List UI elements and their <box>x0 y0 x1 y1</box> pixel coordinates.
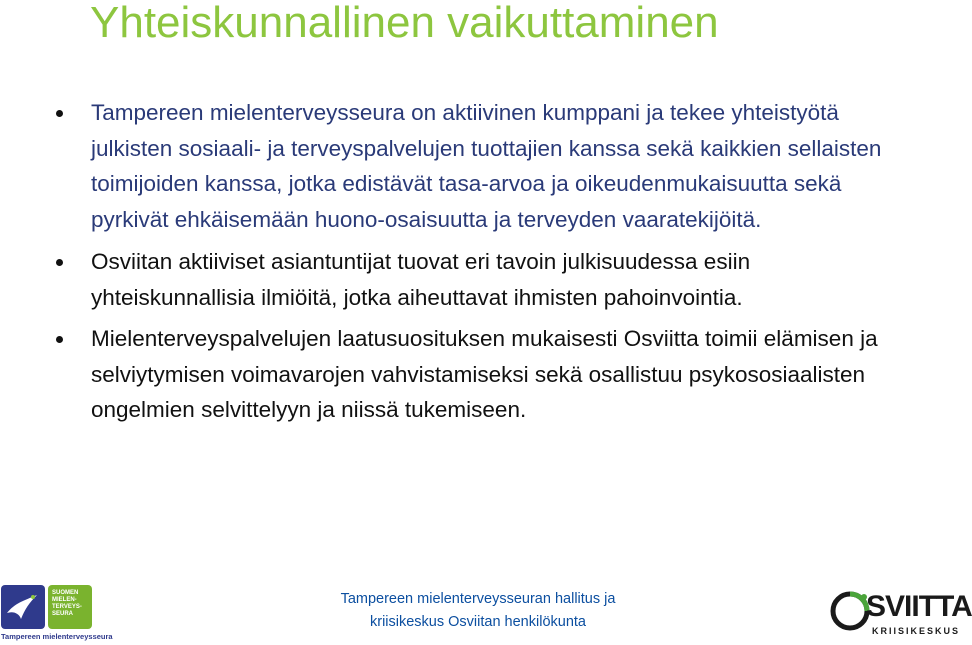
slide-title: Yhteiskunnallinen vaikuttaminen <box>90 0 719 47</box>
bullet-list <box>56 95 916 428</box>
bullet-item <box>56 321 916 428</box>
bullet-text: Mielenterveyspalvelujen laatusuosituksen mukaisesti Osviitta toimii elämisen ja selviytymisen voimavarojen vahvistamiseksi sekä osallistuu psykososiaalisten ongelmien selvittelyyn ja niissä tukemiseen. <box>91 326 878 422</box>
bullet-dot-icon <box>56 110 63 117</box>
badge-text: SUOMEN MIELEN- TERVEYS- SEURA <box>52 590 82 617</box>
logo-caption: Tampereen mielenterveysseura <box>1 632 113 641</box>
bullet-dot-icon <box>56 259 63 266</box>
mielenterveysseura-logo <box>0 585 113 643</box>
bullet-text: Tampereen mielenterveysseura on aktiivinen kumppani ja tekee yhteistyötä julkisten sosiaali- ja terveyspalvelujen tuottajien kanssa sekä kaikkien sellaisten toimijoiden kanssa, jotka edistävät tasa-arvoa ja oikeudenmukaisuutta sekä pyrkivät ehkäisemään huono-osaisuutta ja terveyden vaaratekijöitä. <box>91 100 882 232</box>
osviitta-name: SVIITTA <box>866 590 972 623</box>
footer-line-2: kriisikeskus Osviitan henkilökunta <box>370 614 586 630</box>
bullet-text: Osviitan aktiiviset asiantuntijat tuovat eri tavoin julkisuudessa esiin yhteiskunnallisia ilmiöitä, jotka aiheuttavat ihmisten pahoinvointia. <box>91 249 751 310</box>
footer-text <box>318 588 638 634</box>
footer-line-1: Tampereen mielenterveysseuran hallitus ja <box>340 591 616 607</box>
bird-logo-icon <box>1 585 45 629</box>
bullet-dot-icon <box>56 336 63 343</box>
bullet-item <box>56 95 916 237</box>
osviitta-subtitle: KRIISIKESKUS <box>872 626 961 636</box>
bullet-item <box>56 244 916 315</box>
osviitta-logo <box>828 583 972 643</box>
